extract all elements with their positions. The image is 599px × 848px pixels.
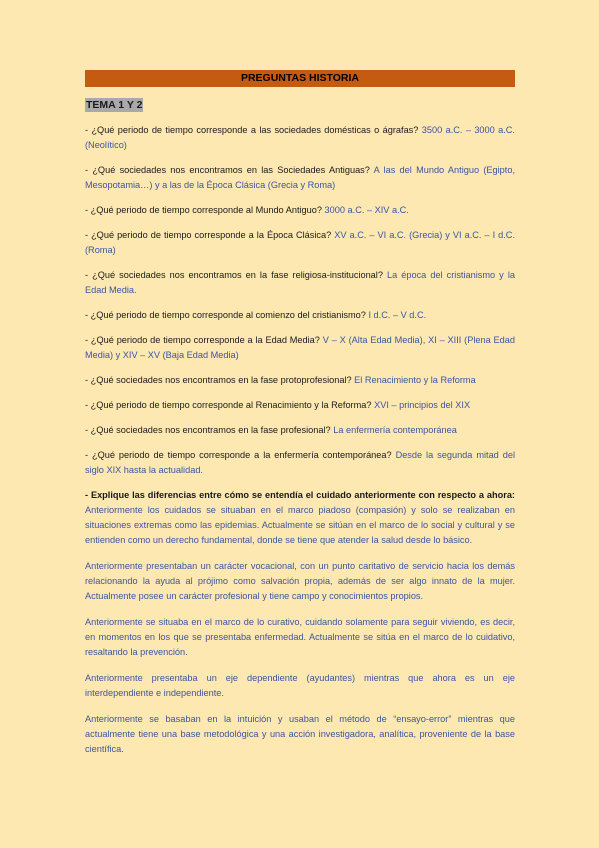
paragraph: Anteriormente se situaba en el marco de lo curativo, cuidando solamente para seguir viviendo, es decir, en momentos en los que se presentaba enfermedad. Actualmente se sitúa en el marco de lo cuidativo, resaltando la prevención. (85, 617, 515, 657)
question: - ¿Qué sociedades nos encontramos en la fase profesional? (85, 425, 331, 435)
paragraph: Anteriormente presentaban un carácter vocacional, con un punto caritativo de servicio hacia los demás relacionando la ayuda al prójimo como salvación propia, además de ser algo innato de la mujer. Actualmente posee un carácter profesional y tiene campo y conocimientos propios. (85, 561, 515, 601)
paragraph: Anteriormente se basaban en la intuición y usaban el método de “ensayo-error” mientras que actualmente tiene una base metodológica y una acción investigadora, analítica, proveniente de la base científica. (85, 714, 515, 754)
qa-item (85, 373, 515, 388)
question: - Explique las diferencias entre cómo se entendía el cuidado anteriormente con respecto a ahora: (85, 490, 515, 500)
qa-item (85, 123, 515, 153)
answer: 3000 a.C. – XIV a.C. (324, 205, 409, 215)
qa-item (85, 423, 515, 438)
answer: XVI – principios del XIX (374, 400, 471, 410)
answer: Anteriormente los cuidados se situaban en el marco piadoso (compasión) y solo se realizaban en situaciones extremas como las epidemias. Actualmente se sitúan en el marco de lo social y cultural y se entienden como un derecho fundamental, donde se tiene que atender la salud desde lo básico. (85, 505, 515, 545)
answer: La época del cristianismo y la Edad Media. (85, 270, 515, 295)
answer: El Renacimiento y la Reforma (354, 375, 476, 385)
qa-item (85, 333, 515, 363)
question: - ¿Qué periodo de tiempo corresponde al Renacimiento y la Reforma? (85, 400, 372, 410)
answer: XV a.C. – VI a.C. (Grecia) y VI a.C. – I d.C. (Roma) (85, 230, 515, 255)
answer: Desde la segunda mitad del siglo XIX hasta la actualidad. (85, 450, 515, 475)
paragraph: Anteriormente presentaba un eje dependiente (ayudantes) mientras que ahora es un eje interdependiente e independiente. (85, 673, 515, 698)
question: - ¿Qué sociedades nos encontramos en la fase protoprofesional? (85, 375, 352, 385)
document-page (85, 70, 515, 757)
section-heading: TEMA 1 Y 2 (86, 99, 143, 111)
qa-item (85, 228, 515, 258)
qa-item (85, 448, 515, 478)
qa-item (85, 488, 515, 548)
answer: V – X (Alta Edad Media), XI – XIII (Plena Edad Media) y XIV – XV (Baja Edad Media) (85, 335, 515, 360)
answer: La enfermería contemporánea (333, 425, 457, 435)
page-title: PREGUNTAS HISTORIA (85, 70, 515, 87)
question: - ¿Qué sociedades nos encontramos en las Sociedades Antiguas? (85, 165, 370, 175)
answer: 3500 a.C. – 3000 a.C. (Neolítico) (85, 125, 515, 150)
qa-item (85, 308, 515, 323)
question: - ¿Qué sociedades nos encontramos en la fase religiosa-institucional? (85, 270, 383, 280)
answer: A las del Mundo Antiguo (Egipto, Mesopotamia…) y a las de la Época Clásica (Grecia y Roma) (85, 165, 516, 190)
qa-item (85, 163, 515, 193)
qa-item (85, 268, 515, 298)
question: - ¿Qué periodo de tiempo corresponde al comienzo del cristianismo? (85, 310, 366, 320)
question: - ¿Qué periodo de tiempo corresponde al Mundo Antiguo? (85, 205, 322, 215)
qa-item (85, 203, 515, 218)
question: - ¿Qué periodo de tiempo corresponde a la Época Clásica? (85, 230, 332, 240)
qa-item (85, 398, 515, 413)
question: - ¿Qué periodo de tiempo corresponde a las sociedades domésticas o ágrafas? (85, 125, 419, 135)
answer: I d.C. – V d.C. (368, 310, 427, 320)
question: - ¿Qué periodo de tiempo corresponde a la enfermería contemporánea? (85, 450, 392, 460)
question: - ¿Qué periodo de tiempo corresponde a la Edad Media? (85, 335, 320, 345)
